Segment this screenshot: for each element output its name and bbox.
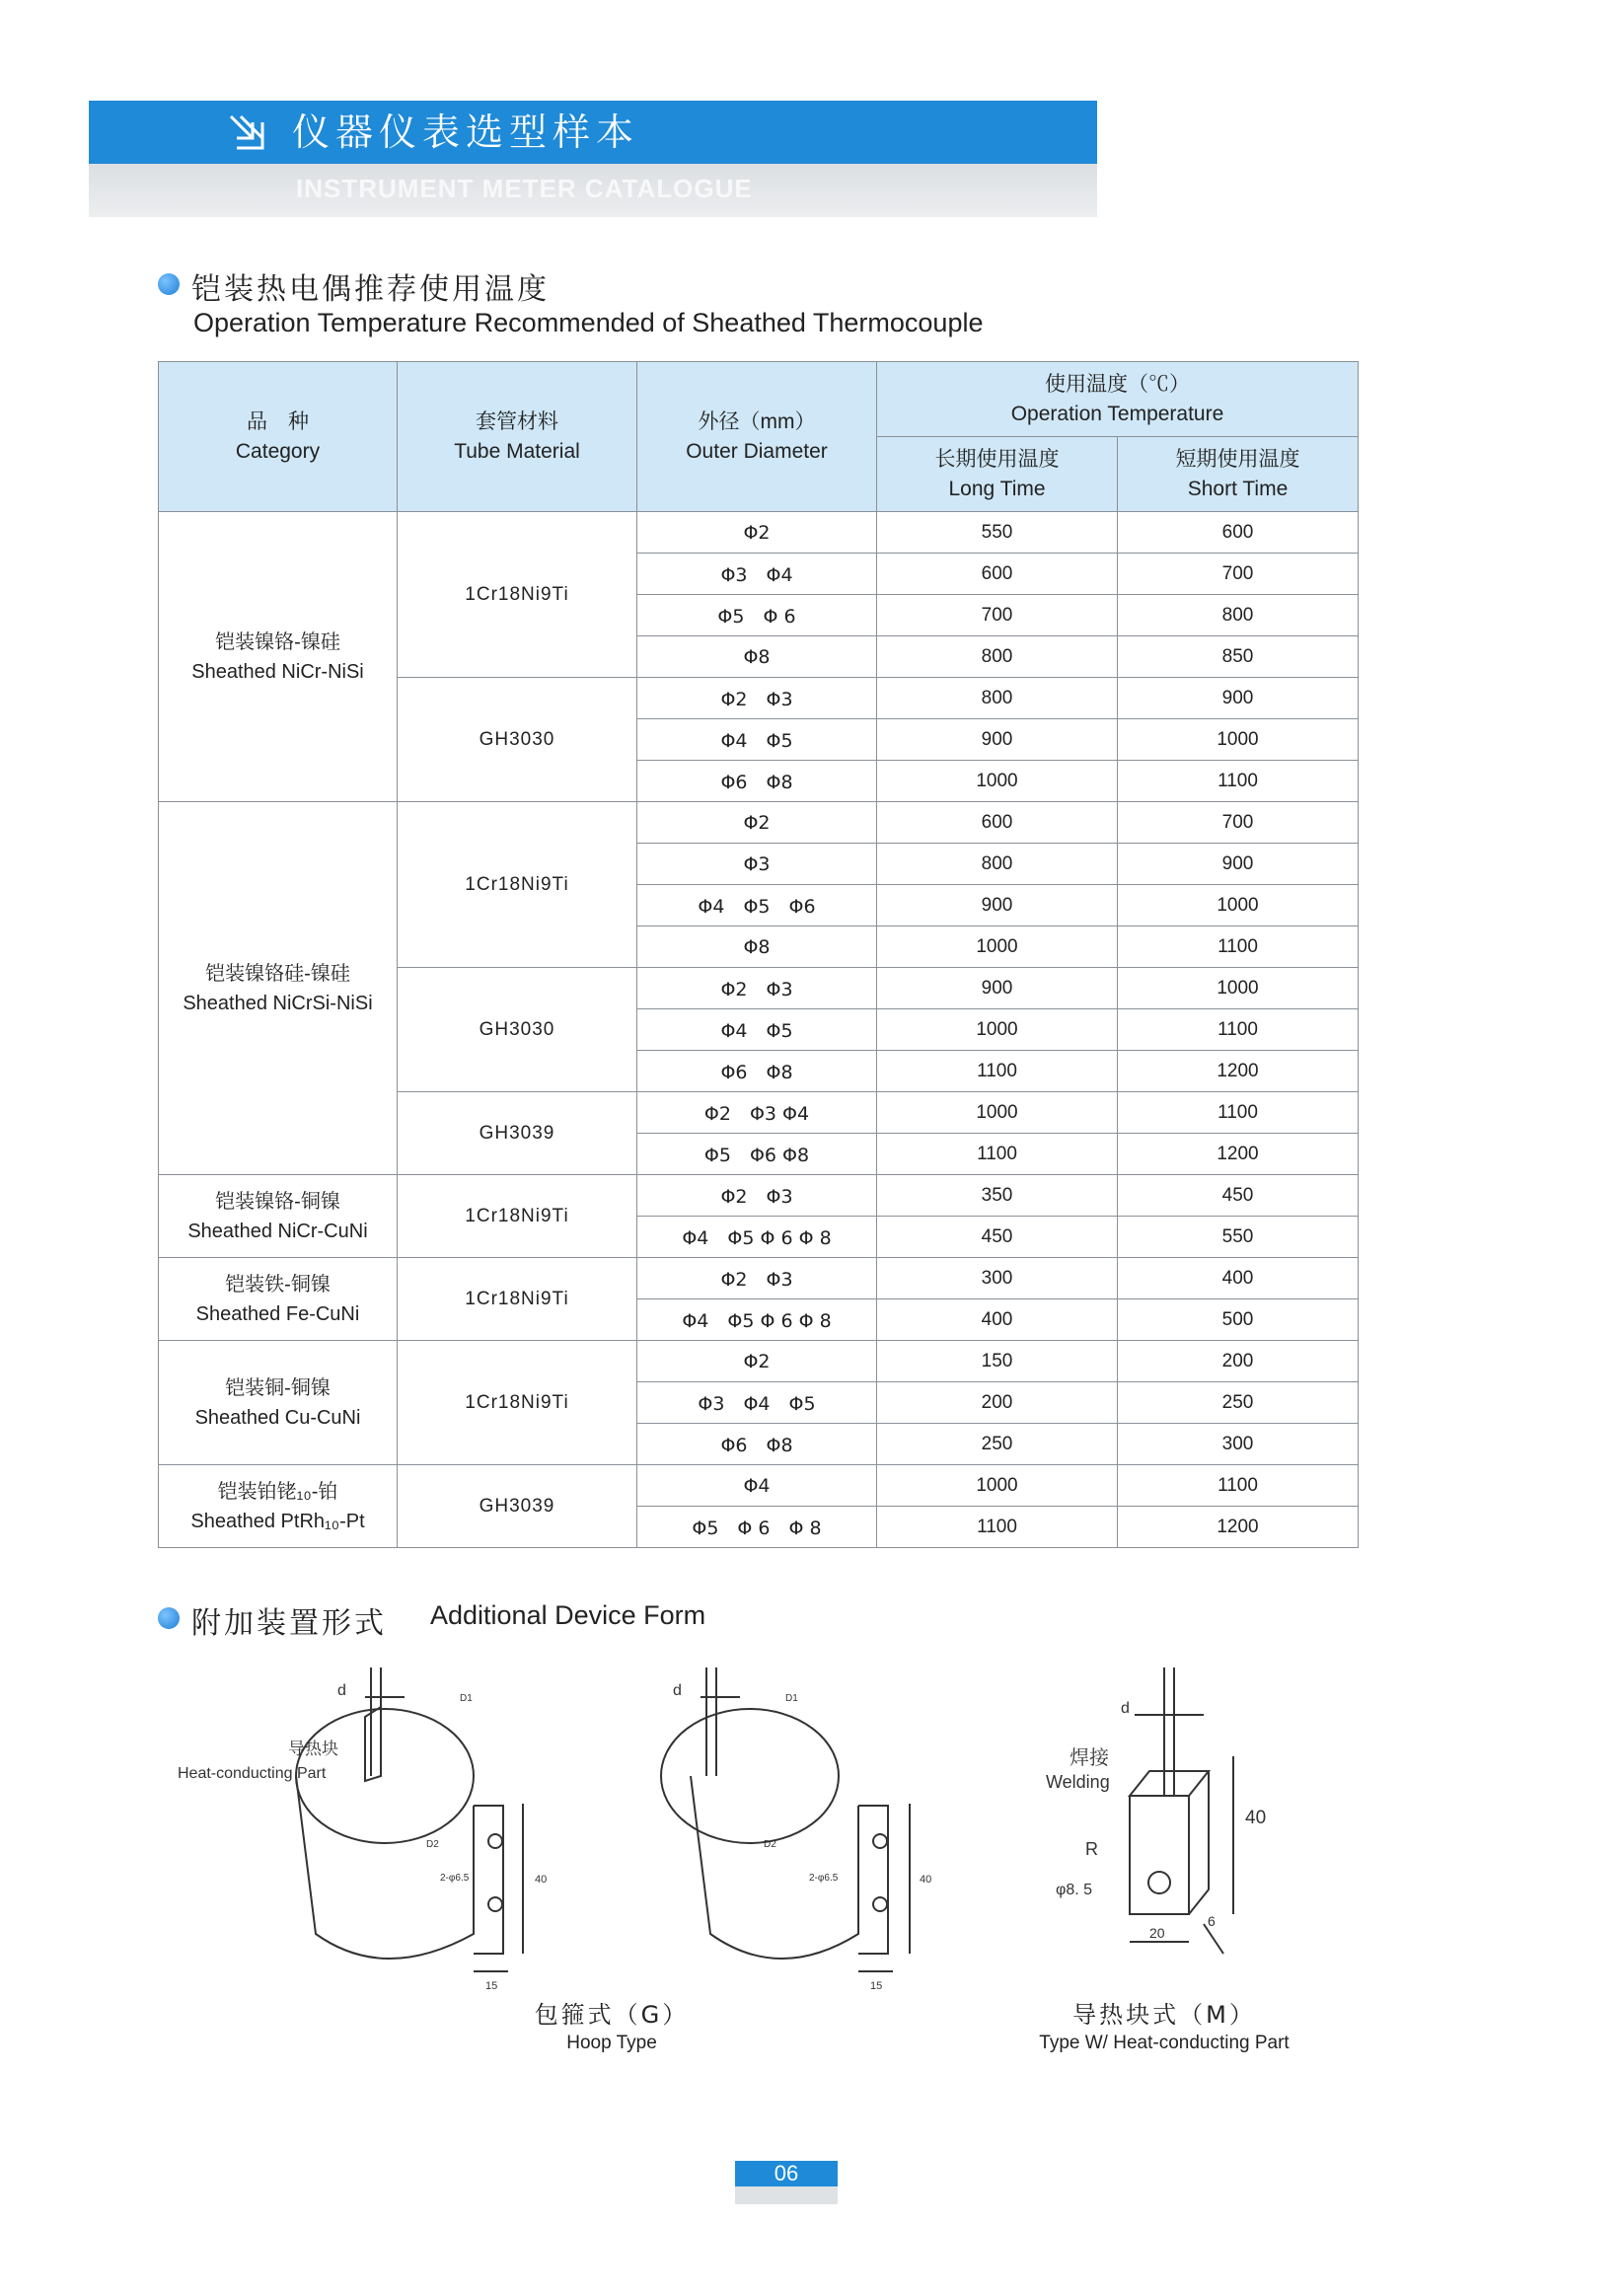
category-cell <box>159 1175 398 1258</box>
header-short-cn: 短期使用温度 <box>1175 447 1300 471</box>
block-20-label: 20 <box>1149 1925 1165 1941</box>
long-time-cell: 550 <box>877 512 1118 554</box>
category-cell <box>159 1258 398 1341</box>
long-time-cell: 700 <box>877 595 1118 636</box>
hoop-d2-label: D2 <box>426 1839 439 1850</box>
hoop2-d2-label: D2 <box>764 1839 776 1850</box>
table-row <box>159 512 1359 554</box>
short-time-cell: 800 <box>1118 595 1359 636</box>
long-time-cell: 800 <box>877 678 1118 719</box>
short-time-cell: 1000 <box>1118 968 1359 1009</box>
header-title-cn: 仪器仪表选型样本 <box>292 111 640 154</box>
diameter-cell: Φ2 <box>637 802 877 844</box>
material-cell: 1Cr18Ni9Ti <box>398 512 637 678</box>
section1-title-en: Operation Temperature Recommended of Sheathed Thermocouple <box>193 308 984 337</box>
diameter-cell: Φ2 Φ3 <box>637 1258 877 1299</box>
long-time-cell: 1100 <box>877 1051 1118 1092</box>
category-cn: 铠装镍铬硅-镍硅 <box>205 962 350 985</box>
category-en: Sheathed Cu-CuNi <box>194 1406 361 1429</box>
category-en: Sheathed NiCr-NiSi <box>191 660 364 683</box>
short-time-cell: 1200 <box>1118 1051 1359 1092</box>
diameter-cell: Φ3 Φ4 Φ5 <box>637 1382 877 1424</box>
long-time-cell: 1100 <box>877 1507 1118 1548</box>
hoop-holes-label: 2-φ6.5 <box>440 1873 470 1884</box>
header-category <box>159 362 398 512</box>
bullet-icon <box>158 1607 180 1629</box>
long-time-cell: 1000 <box>877 1465 1118 1507</box>
diameter-cell: Φ5 Φ6 Φ8 <box>637 1134 877 1175</box>
diameter-cell: Φ4 Φ5 <box>637 719 877 761</box>
material-cell: GH3039 <box>398 1465 637 1548</box>
short-time-cell: 250 <box>1118 1382 1359 1424</box>
section2-title-en: Additional Device Form <box>430 1600 706 1630</box>
short-time-cell: 1000 <box>1118 719 1359 761</box>
hoop-40-label: 40 <box>535 1874 548 1886</box>
diameter-cell: Φ2 Φ3 <box>637 1175 877 1217</box>
diameter-cell: Φ4 Φ5 <box>637 1009 877 1051</box>
header-long-en: Long Time <box>948 477 1046 500</box>
header-material-en: Tube Material <box>454 439 580 463</box>
category-en: Sheathed NiCr-CuNi <box>187 1220 368 1242</box>
diameter-cell: Φ2 Φ3 <box>637 678 877 719</box>
hoop2-d-label: d <box>673 1682 682 1699</box>
hoop-15-label: 15 <box>485 1980 498 1992</box>
hoop-d1-label: D1 <box>460 1693 473 1704</box>
diameter-cell: Φ3 Φ4 <box>637 554 877 595</box>
long-time-cell: 450 <box>877 1217 1118 1258</box>
block-diagram <box>1026 1658 1283 1983</box>
header-diameter-cn: 外径（mm） <box>698 409 816 433</box>
diameter-cell: Φ2 Φ3 Φ4 <box>637 1092 877 1134</box>
short-time-cell: 700 <box>1118 554 1359 595</box>
category-cell <box>159 1465 398 1548</box>
block-40-label: 40 <box>1245 1808 1267 1828</box>
short-time-cell: 450 <box>1118 1175 1359 1217</box>
header-diameter-en: Outer Diameter <box>686 439 828 463</box>
long-time-cell: 1000 <box>877 926 1118 968</box>
category-cell <box>159 512 398 802</box>
material-cell: GH3030 <box>398 968 637 1092</box>
category-en: Sheathed Fe-CuNi <box>195 1302 360 1325</box>
diameter-cell: Φ2 <box>637 512 877 554</box>
category-cn: 铠装铜-铜镍 <box>225 1376 331 1399</box>
header-short-time <box>1118 437 1359 512</box>
long-time-cell: 200 <box>877 1382 1118 1424</box>
header-long-time <box>877 437 1118 512</box>
category-en: Sheathed NiCrSi-NiSi <box>183 992 373 1014</box>
short-time-cell: 300 <box>1118 1424 1359 1465</box>
long-time-cell: 350 <box>877 1175 1118 1217</box>
table-row <box>159 1465 1359 1507</box>
short-time-cell: 200 <box>1118 1341 1359 1382</box>
hoop2-d1-label: D1 <box>785 1693 798 1704</box>
diameter-cell: Φ5 Φ 6 <box>637 595 877 636</box>
hoop-d-label: d <box>337 1682 346 1699</box>
hoop-caption-cn: 包箍式（G） <box>534 2001 690 2029</box>
diameter-cell: Φ5 Φ 6 Φ 8 <box>637 1507 877 1548</box>
category-cell <box>159 1341 398 1465</box>
long-time-cell: 1100 <box>877 1134 1118 1175</box>
category-cn: 铠装镍铬-铜镍 <box>215 1190 340 1213</box>
header-title-en: INSTRUMENT METER CATALOGUE <box>296 174 753 203</box>
category-cn: 铠装铂铑₁₀-铂 <box>217 1480 338 1503</box>
short-time-cell: 600 <box>1118 512 1359 554</box>
diameter-cell: Φ8 <box>637 926 877 968</box>
short-time-cell: 1100 <box>1118 1092 1359 1134</box>
material-cell: 1Cr18Ni9Ti <box>398 1258 637 1341</box>
diameter-cell: Φ4 Φ5 Φ 6 Φ 8 <box>637 1299 877 1341</box>
long-time-cell: 150 <box>877 1341 1118 1382</box>
long-time-cell: 800 <box>877 636 1118 678</box>
short-time-cell: 1100 <box>1118 1465 1359 1507</box>
hoop-caption-en: Hoop Type <box>566 2033 657 2053</box>
hoop2-15-label: 15 <box>870 1980 883 1992</box>
short-time-cell: 900 <box>1118 678 1359 719</box>
header-diameter <box>637 362 877 512</box>
category-cell <box>159 802 398 1175</box>
short-time-cell: 1100 <box>1118 1009 1359 1051</box>
short-time-cell: 1000 <box>1118 885 1359 926</box>
long-time-cell: 900 <box>877 719 1118 761</box>
hoop-diagram <box>651 1658 947 1992</box>
section2-title-cn: 附加装置形式 <box>191 1606 387 1641</box>
section1-title-cn: 铠装热电偶推荐使用温度 <box>191 272 550 307</box>
diameter-cell: Φ8 <box>637 636 877 678</box>
long-time-cell: 900 <box>877 968 1118 1009</box>
double-chevron-down-right-icon <box>227 112 270 152</box>
long-time-cell: 1000 <box>877 1009 1118 1051</box>
diameter-cell: Φ3 <box>637 844 877 885</box>
category-cn: 铠装铁-铜镍 <box>225 1273 331 1296</box>
header-long-cn: 长期使用温度 <box>934 447 1060 471</box>
temperature-table <box>158 361 1359 1548</box>
short-time-cell: 850 <box>1118 636 1359 678</box>
long-time-cell: 900 <box>877 885 1118 926</box>
hoop2-holes-label: 2-φ6.5 <box>809 1873 839 1884</box>
long-time-cell: 250 <box>877 1424 1118 1465</box>
header-temperature <box>877 362 1359 437</box>
header-subtitle-bar <box>89 164 1097 217</box>
hoop-part-en-label: Heat-conducting Part <box>178 1765 327 1782</box>
category-cn: 铠装镍铬-镍硅 <box>215 630 340 653</box>
header-short-en: Short Time <box>1187 477 1289 500</box>
block-caption-cn: 导热块式（M） <box>1072 2001 1256 2029</box>
catalogue-header <box>89 101 1097 164</box>
long-time-cell: 1000 <box>877 1092 1118 1134</box>
block-d-label: d <box>1121 1700 1130 1717</box>
block-weld-en-label: Welding <box>1046 1772 1110 1792</box>
short-time-cell: 550 <box>1118 1217 1359 1258</box>
short-time-cell: 1200 <box>1118 1134 1359 1175</box>
page-number: 06 <box>735 2161 838 2204</box>
header-category-en: Category <box>235 439 321 463</box>
long-time-cell: 600 <box>877 802 1118 844</box>
block-6-label: 6 <box>1208 1913 1216 1929</box>
header-category-cn: 品 种 <box>247 409 309 433</box>
header-temperature-en: Operation Temperature <box>1010 402 1224 425</box>
table-row <box>159 1341 1359 1382</box>
long-time-cell: 600 <box>877 554 1118 595</box>
diameter-cell: Φ4 Φ5 Φ6 <box>637 885 877 926</box>
hoop-diagram-with-part <box>168 1658 582 1992</box>
short-time-cell: 700 <box>1118 802 1359 844</box>
table-row <box>159 1175 1359 1217</box>
short-time-cell: 900 <box>1118 844 1359 885</box>
block-r-label: R <box>1085 1839 1098 1859</box>
bullet-icon <box>158 273 180 295</box>
short-time-cell: 1100 <box>1118 761 1359 802</box>
diameter-cell: Φ6 Φ8 <box>637 761 877 802</box>
header-material <box>398 362 637 512</box>
diameter-cell: Φ4 Φ5 Φ 6 Φ 8 <box>637 1217 877 1258</box>
header-temperature-cn: 使用温度（℃） <box>1045 372 1190 396</box>
hoop-part-cn-label: 导热块 <box>288 1740 338 1758</box>
diameter-cell: Φ4 <box>637 1465 877 1507</box>
long-time-cell: 800 <box>877 844 1118 885</box>
header-material-cn: 套管材料 <box>476 409 558 433</box>
short-time-cell: 1200 <box>1118 1507 1359 1548</box>
temperature-table-body <box>159 512 1359 1548</box>
material-cell: 1Cr18Ni9Ti <box>398 802 637 968</box>
block-caption-en: Type W/ Heat-conducting Part <box>1039 2033 1290 2053</box>
diameter-cell: Φ6 Φ8 <box>637 1424 877 1465</box>
category-en: Sheathed PtRh₁₀-Pt <box>190 1510 365 1532</box>
long-time-cell: 400 <box>877 1299 1118 1341</box>
diameter-cell: Φ2 Φ3 <box>637 968 877 1009</box>
hoop2-40-label: 40 <box>920 1874 932 1886</box>
material-cell: 1Cr18Ni9Ti <box>398 1175 637 1258</box>
material-cell: 1Cr18Ni9Ti <box>398 1341 637 1465</box>
diameter-cell: Φ6 Φ8 <box>637 1051 877 1092</box>
short-time-cell: 500 <box>1118 1299 1359 1341</box>
material-cell: GH3030 <box>398 678 637 802</box>
table-row <box>159 1258 1359 1299</box>
long-time-cell: 1000 <box>877 761 1118 802</box>
block-hole-label: φ8. 5 <box>1056 1882 1093 1898</box>
diameter-cell: Φ2 <box>637 1341 877 1382</box>
material-cell: GH3039 <box>398 1092 637 1175</box>
short-time-cell: 1100 <box>1118 926 1359 968</box>
block-weld-cn-label: 焊接 <box>1070 1747 1109 1769</box>
table-row <box>159 802 1359 844</box>
long-time-cell: 300 <box>877 1258 1118 1299</box>
short-time-cell: 400 <box>1118 1258 1359 1299</box>
